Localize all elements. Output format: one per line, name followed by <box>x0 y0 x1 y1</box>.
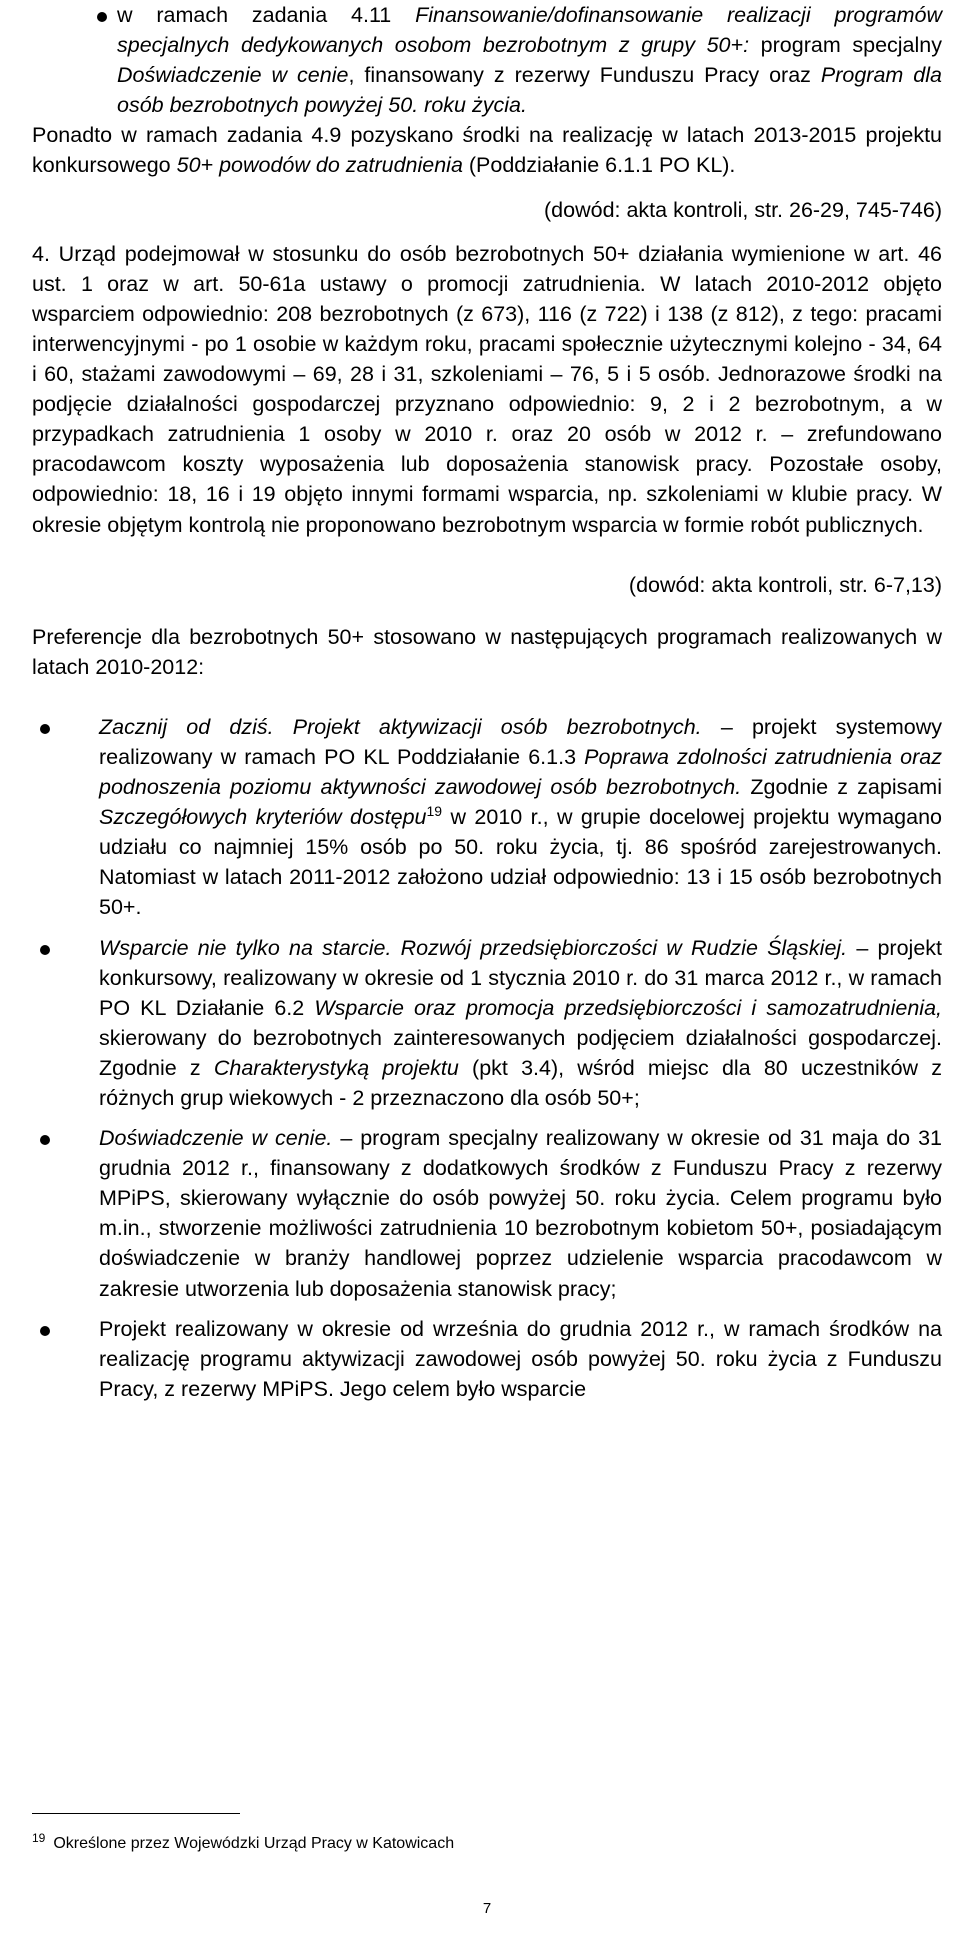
program-1-text-2: Zgodnie z zapisami <box>741 775 942 800</box>
list-item-program-4 <box>32 1314 942 1404</box>
page-number: 7 <box>482 1900 492 1917</box>
evidence-note-2: (dowód: akta kontroli, str. 6-7,13) <box>628 572 942 597</box>
footnote-text: Określone przez Wojewódzki Urząd Pracy w Katowicach <box>53 1835 455 1852</box>
paragraph-4-text: Urząd podejmował w stosunku do osób bezrobotnych 50+ działania wymienione w art. 46 ust. 1 oraz w art. 50-61a ustawy o promocji zatrudnienia. W latach 2010-2012 objęto wsparciem odpowiednio: 208 bezrobotnych (z 673), 116 (z 722) i 138 (z 812), z tego: pracami interwencyjnymi - po 1 osobie w każdym roku, pracami społecznie użytecznymi kolejno - 34, 64 i 60, stażami zawodowymi – 69, 28 i 31, szkoleniami – 76, 5 i 5 osób. Jednorazowe środki na podjęcie działalności gospodarczej przyznano odpowiednio: 9, 2 i 2 bezrobotnym, a w przypadkach zatrudnienia 1 osoby w 2010 r. oraz 20 osób w 2012 r. – zrefundowano pracodawcom koszty wyposażenia lub doposażenia stanowisk pracy. Pozostałe osoby, odpowiednio: 18, 16 i 19 objęto innymi formami wsparcia, np. szkoleniami w klubie pracy. W okresie objętym kontrolą nie proponowano bezrobotnym wsparcia w formie robót publicznych. <box>32 241 942 537</box>
footnote-number: 19 <box>32 1831 46 1845</box>
text-lead: w ramach zadania 4.11 <box>117 3 416 27</box>
bullet-icon <box>40 724 50 734</box>
text-program-name: Doświadczenie w cenie <box>117 63 349 88</box>
footnote-ref[interactable]: 19 <box>426 803 443 820</box>
program-2-measure: Wsparcie oraz promocja przedsiębiorczości i samozatrudnienia, <box>314 995 943 1020</box>
text-italic-title: Finansowanie/dofinansowanie realizacji programów specjalnych dedykowanych osobom bezrobotnym z grupy 50+: <box>117 3 942 58</box>
text-tail: , finansowany z rezerwy Funduszu Pracy oraz <box>348 63 821 88</box>
text-project-name: 50+ powodów do zatrudnienia <box>176 153 463 178</box>
list-item-program-2 <box>32 933 942 1114</box>
list-item-program-1 <box>32 712 942 923</box>
bullet-icon <box>40 1135 50 1145</box>
paragraph-4 <box>32 239 942 540</box>
program-2-text-2: skierowany do bezrobotnych zainteresowanych podjęciem działalności gospodarczej. Zgodnie z <box>99 1025 942 1080</box>
bullet-icon <box>97 12 107 22</box>
program-2-name: Wsparcie nie tylko na starcie. Rozwój przedsiębiorczości w Rudzie Śląskiej. <box>99 935 848 960</box>
paragraph-preferences: Preferencje dla bezrobotnych 50+ stosowano w następujących programach realizowanych w latach 2010-2012: <box>32 624 942 679</box>
list-item-program-3 <box>32 1123 942 1304</box>
text-ponadto: Ponadto w ramach zadania 4.9 pozyskano środki na realizację w latach 2013-2015 projektu konkursowego <box>32 123 942 178</box>
footnote-separator <box>32 1813 240 1814</box>
paragraph-number: 4. <box>32 241 50 266</box>
program-4-text-1: Projekt realizowany w okresie od września do grudnia 2012 r., w ramach środków na realizację programu aktywizacji zawodowej osób powyżej 50. roku życia z Funduszu Pracy, z rezerwy MPiPS. Jego celem było wsparcie <box>99 1316 942 1401</box>
text-program-name-2: Program dla osób bezrobotnych powyżej 50. roku życia. <box>117 63 942 118</box>
program-2-text-1: – projekt konkursowy, realizowany w okresie od 1 stycznia 2010 r. do 31 marca 2012 r., w ramach PO KL Działanie 6.2 <box>99 935 942 1020</box>
evidence-note-1: (dowód: akta kontroli, str. 26-29, 745-746) <box>544 197 942 222</box>
footnote-19 <box>32 1833 932 1855</box>
bullet-icon <box>40 945 50 955</box>
bullet-icon <box>40 1326 50 1336</box>
text-mid: program specjalny <box>749 33 942 58</box>
text-ponadto-tail: (Poddziałanie 6.1.1 PO KL). <box>462 153 736 178</box>
program-2-text-3: (pkt 3.4), wśród miejsc dla 80 uczestników z różnych grup wiekowych - 2 przeznaczono dla osób 50+; <box>99 1055 942 1110</box>
list-item-zadanie-4-11 <box>32 0 942 120</box>
paragraph-ponadto <box>32 120 942 180</box>
program-1-text-3: w 2010 r., w grupie docelowej projektu wymagano udziału co najmniej 15% osób po 50. roku życia, tj. 86 spośród zarejestrowanych. Natomiast w latach 2011-2012 założono udział odpowiednio: 13 i 15 osób bezrobotnych 50+. <box>99 805 942 920</box>
program-1-name: Zacznij od dziś. Projekt aktywizacji osób bezrobotnych. <box>99 714 702 739</box>
program-2-characteristic: Charakterystyką projektu <box>213 1055 459 1080</box>
document-page <box>32 0 943 1917</box>
program-1-criteria: Szczegółowych kryteriów dostępu <box>99 805 427 830</box>
program-1-measure: Poprawa zdolności zatrudnienia oraz podnoszenia poziomu aktywności zawodowej osób bezrobotnych. <box>99 744 942 800</box>
program-3-text-1: – program specjalny realizowany w okresie od 31 maja do 31 grudnia 2012 r., finansowany z dodatkowych środków z Funduszu Pracy z rezerwy MPiPS, skierowany wyłącznie do osób powyżej 50. roku życia. Celem programu było m.in., stworzenie możliwości zatrudnienia 10 bezrobotnym kobietom 50+, posiadającym doświadczenie w branży handlowej poprzez udzielenie wsparcia pracodawcom w zakresie utworzenia lub doposażenia stanowisk pracy; <box>99 1126 942 1301</box>
program-3-name: Doświadczenie w cenie. <box>99 1126 333 1151</box>
program-1-text-1: – projekt systemowy realizowany w ramach PO KL Poddziałanie 6.1.3 <box>99 714 942 769</box>
